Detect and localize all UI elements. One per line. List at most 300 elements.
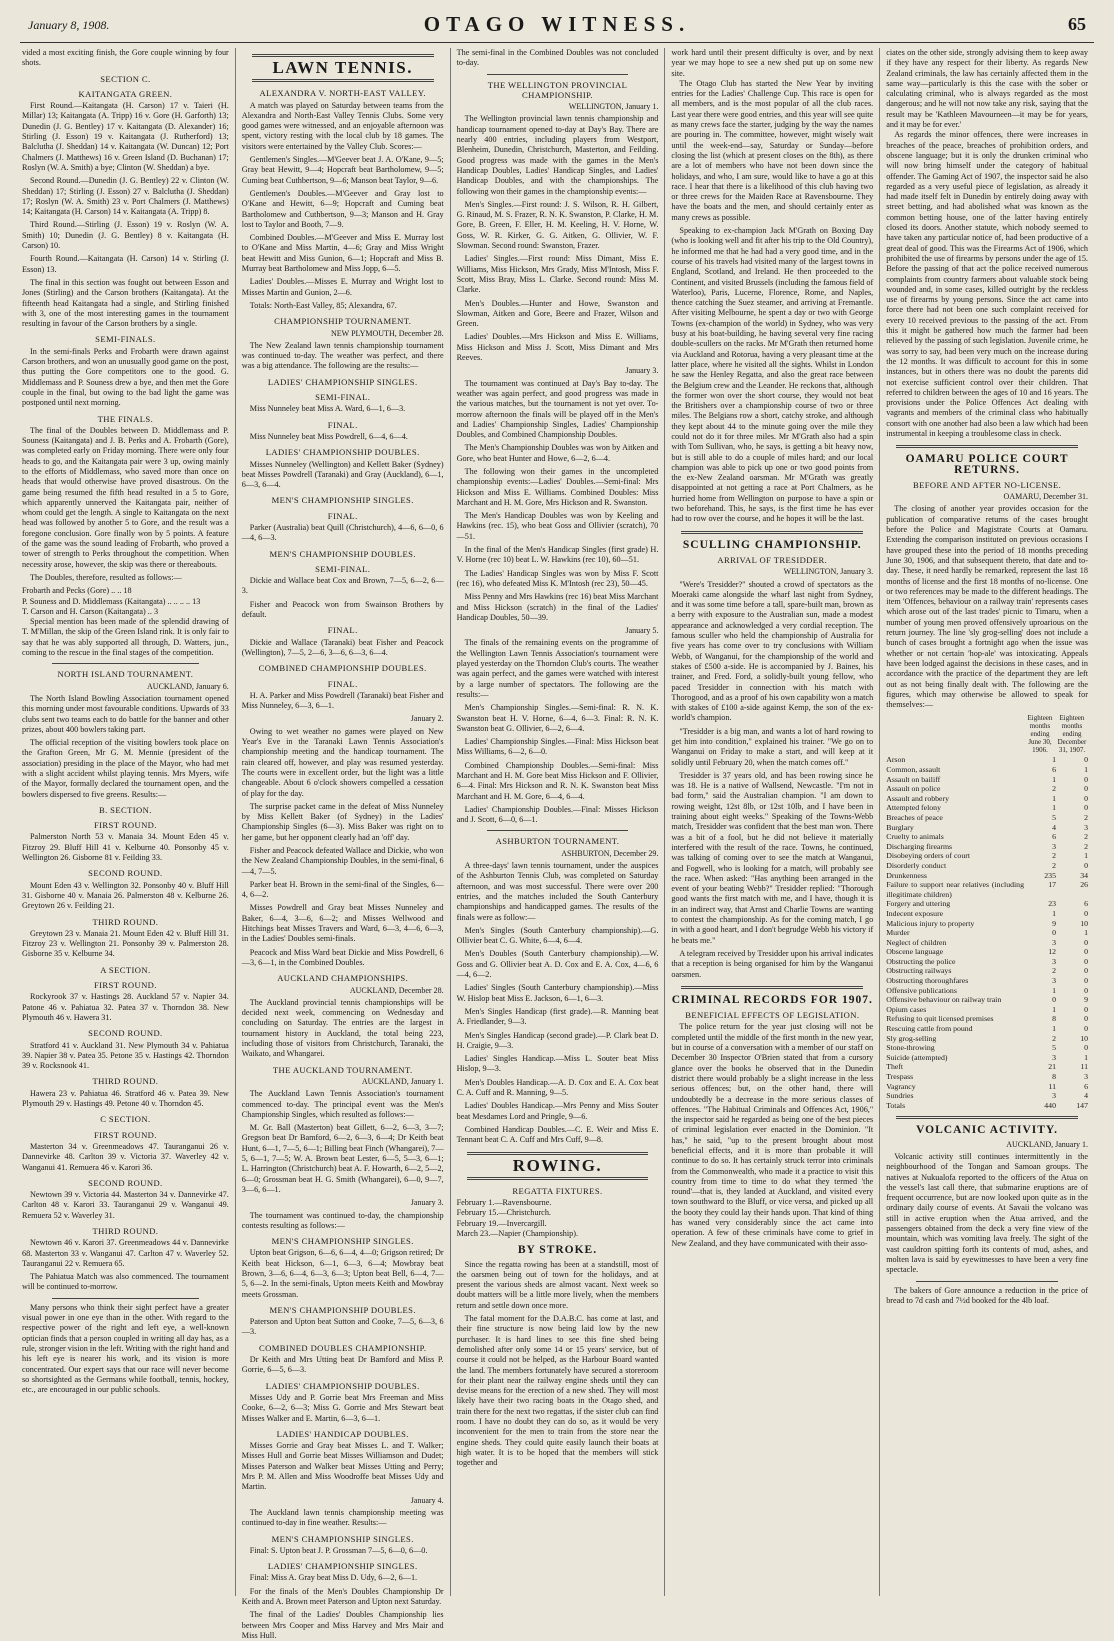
before-count: 2 xyxy=(1052,784,1056,794)
round-heading: FINAL. xyxy=(327,625,358,636)
divider xyxy=(52,1298,199,1299)
round-heading: FINAL. xyxy=(327,510,358,521)
offence-cell: Failure to support near relatives (including illegitimate children) xyxy=(886,880,1024,899)
before-count: 5 xyxy=(1052,1043,1056,1053)
paragraph: Men's Singles (South Canterbury championship).—G. Ollivier beat C. G. White, 6—4, 6—4. xyxy=(456,925,659,946)
table-row xyxy=(886,755,1088,765)
masthead xyxy=(20,8,1094,43)
article-heading: THE WELLINGTON PROVINCIAL CHAMPIONSHIP. xyxy=(487,79,628,100)
paragraph: Stratford 41 v. Auckland 31. New Plymouth 34 v. Pahiatua 39. Napier 38 v. Patea 35. Petone 35 v. Hastings 42. Thorndon 39 v. Rocksnook 41. xyxy=(22,1040,229,1071)
after-count: 0 xyxy=(1084,784,1088,794)
subheading: MEN'S CHAMPIONSHIP SINGLES. xyxy=(271,1236,414,1247)
paragraph: The Men's Championship Doubles was won by Aitken and Gore, who beat Hunter and Howe, 6—2, 6—4. xyxy=(456,443,659,463)
table-row xyxy=(886,794,1088,804)
after-count: 0 xyxy=(1084,1004,1088,1014)
paragraph: In the semi-finals Perks and Frobarth were drawn against Carson brothers, and won an unusually good game on the post, thus putting the Gore competitors one to the good. G. Middlemass and P. Souness drew a bye, and then met the Gore couple in the final, but owing to the bad light the game was postponed until next morning. xyxy=(22,346,229,408)
section-title: LAWN TENNIS. xyxy=(272,58,413,77)
round-heading: FINAL. xyxy=(327,678,358,689)
offence-cell: Burglary xyxy=(886,822,914,832)
paragraph: The tournament was continued to-day, the championship contests resulting as follows:— xyxy=(241,1210,444,1230)
paragraph: Masterton 34 v. Greenmeadows 47. Tauranganui 26 v. Dannevirke 48. Carlton 39 v. Victoria 37. Waverley 42 v. Wanganui 41. Remuera 46 v. Karori 36. xyxy=(22,1141,229,1172)
subheading: LADIES' CHAMPIONSHIP DOUBLES. xyxy=(265,1380,420,1391)
offence-cell: Obstructing thoroughfares xyxy=(886,976,969,986)
subheading: COMBINED CHAMPIONSHIP DOUBLES. xyxy=(258,663,427,674)
offence-cell: Malicious injury to property xyxy=(886,918,975,928)
dateline: AUCKLAND, January 1. xyxy=(1006,1139,1088,1149)
totals-after: 147 xyxy=(1076,1100,1088,1110)
paragraph: The bakers of Gore announce a reduction in the price of bread to 7d cash and 7½d booked for the 4lb loaf. xyxy=(886,1285,1088,1305)
paragraph: First Round.—Kaitangata (H. Carson) 17 v. Taieri (H. Millar) 13; Kaitangata (A. Tripp) 16 v. Gore (H. Garforth) 13; Dunedin (J. G. Bentley) 17 v. Kaitangata (D. Alexander) 16; Stirling (J. Esson) 19 v. Kaitangata (J. Rutherford) 13; Balclutha (J. Sheddan) 14 v. Kaitangata (W. Duncan) 12; Port Chalmers (J. Matthews) 16 v. Green Island (D. Buchanan) 17; Roslyn (W. A. Smith) a bye; Clinton (W. Sheddan) a bye. xyxy=(22,101,229,172)
before-count: 1 xyxy=(1052,793,1056,803)
before-count: 23 xyxy=(1048,899,1056,909)
paragraph: Ladies' Championship Singles.—Final: Miss Hickson beat Miss Williams, 6—2, 6—0. xyxy=(456,737,659,757)
paragraph: Owing to wet weather no games were played on New Year's Eve in the Taranaki Lawn Tennis Association's championship meeting and the handicap tournament. The rain cleared off, however, and play was resumed yesterday. The courts were in excellent order, but the light was a little changeable. About 6 o'clock showers compelled a cessation of play for the day. xyxy=(241,726,444,798)
dateline: January 3. xyxy=(410,1198,444,1208)
paragraph: Final: Miss A. Gray beat Miss D. Udy, 6—2, 6—1. xyxy=(249,1573,418,1583)
table-row xyxy=(886,851,1088,861)
after-count: 0 xyxy=(1084,937,1088,947)
paragraph: Parker (Australia) beat Quill (Christchurch), 4—6, 6—0, 6—4, 6—3. xyxy=(241,522,444,543)
totals-row xyxy=(886,1101,1088,1111)
dateline: AUCKLAND, January 6. xyxy=(147,681,229,691)
paragraph: Fourth Round.—Kaitangata (H. Carson) 14 v. Stirling (J. Esson) 13. xyxy=(22,254,229,274)
subheading: LADIES' CHAMPIONSHIP SINGLES. xyxy=(267,1561,418,1572)
table-row xyxy=(886,938,1088,948)
offence-cell: Offensive behaviour on railway train xyxy=(886,995,1002,1005)
paragraph: Misses Nunneley (Wellington) and Kellett Baker (Sydney) beat Misses Powdrell (Taranaki) and Gray (Auckland), 6—1, 6—3, 6—4. xyxy=(241,459,444,490)
after-count: 0 xyxy=(1084,755,1088,765)
after-count: 11 xyxy=(1080,1062,1088,1072)
paragraph: Combined Handicap Doubles.—C. E. Weir and Miss E. Tennant beat C. A. Cuff and Mrs Cuff, 9—8. xyxy=(456,1124,659,1145)
before-count: 3 xyxy=(1052,841,1056,851)
double-rule xyxy=(896,445,1078,448)
after-count: 0 xyxy=(1084,908,1088,918)
paragraph: Tresidder is 37 years old, and has been rowing since he was 18. He is a native of Wallsend, Newcastle. "I'm not in bad form," said the Australian champion. "I am down to rowing weight, 12st 8lb, or 12st 10lb, and I have been in training about eight weeks." Speaking of the Towns-Webb match, Tresidder was confident that the best man won. There was a bit of a fool, but he did not believe it materially interfered with the result of the race. Towns, he continued, was talking of coming over to see the match at Wanganui, and Fogwell, who is looking for a match, will probably see the race. When asked: "Has anything been arranged in the event of your beating Webb?" Tresidder replied: "Thorough good wants the first match with me, and I have, though it is in an indirect way, that Arnst and Charlie Towns are wanting to contest the championship. As for the coming match, I go in with a good heart, and I don't begrudge Webb his victory if he beats me." xyxy=(671,770,874,945)
before-count: 1 xyxy=(1052,774,1056,784)
before-count: 2 xyxy=(1052,966,1056,976)
offence-cell: Assault and robbery xyxy=(886,793,949,803)
table-row xyxy=(886,1034,1088,1044)
round-heading: THIRD ROUND. xyxy=(92,1225,159,1236)
subheading: MEN'S CHAMPIONSHIP DOUBLES. xyxy=(269,1304,416,1315)
paragraph: As regards the minor offences, there were increases in breaches of the peace, breaches of prohibition orders, and obscene language; but it is only the drunken criminal who will now bring himself under the category of habitual offender. The Gaming Act of 1907, the inspector said he also regarded as a very useful piece of legislation, as already it had made itself felt in Dunedin by entirely doing away with street betting, and had abolished what was known as the common betting house, one of the latter having entirely closed its doors. Another statute, which nobody seemed to have taken any particular notice of, had been productive of a great deal of good. This was the Firearms Act of 1906, which prohibited the use of firearms by persons under the age of 15. Before the passing of that act the police received numerous complaints from country farmers about valuable stock being wounded and, in some cases, killed outright by the reckless use of firearms by young persons. Since the act came into force there had not been one such complaint received for every 10 received previous to the passing of the act. From this it might be gathered how much the farmer had been relieved by the passing of such legislation. Juvenile crime, he was sorry to say, had been very much on the increase during the 12 months. It was difficult to account for this in some instances, but in others there was no doubt the parents did not exercise sufficient control over their children. That referred to children between the ages of 10 and 16 years. The provisions under the Police Offences Act dealing with vagrants and members of the criminal class who habitually consort with one another had also been a law which had been instrumental in keeping a troublesome class in check. xyxy=(886,130,1088,438)
paragraph: Misses Udy and P. Gorrie beat Mrs Freeman and Miss Cooke, 6—2, 6—3; Miss G. Gorrie and Mrs Stewart beat Misses Walker and E. Martin, 6—3, 6—1. xyxy=(241,1392,444,1423)
table-row xyxy=(886,1091,1088,1101)
offence-cell: Discharging firearms xyxy=(886,841,953,851)
paragraph: Dickie and Wallace (Taranaki) beat Fisher and Peacock (Wellington), 7—5, 2—6, 3—6, 6—3, 6—4. xyxy=(241,637,444,657)
table-row xyxy=(886,1024,1088,1034)
subheading: C SECTION. xyxy=(100,1114,151,1125)
before-count: 1 xyxy=(1052,1024,1056,1034)
paragraph: Newtown 39 v. Victoria 44. Masterton 34 v. Dannevirke 47. Carlton 48 v. Karori 33. Tauranganui 29 v. Wanganui 49. Remuera 52 v. Waverley 31. xyxy=(22,1190,229,1220)
before-count: 9 xyxy=(1052,918,1056,928)
paragraph: Palmerston North 53 v. Manaia 34. Mount Eden 45 v. Fitzroy 29. Bluff Hill 41 v. Kelburne 40. Ponsonby 45 v. Wellington 26. Gisborne 81 v. Feilding 33. xyxy=(22,832,229,863)
double-rule xyxy=(252,79,434,82)
subheading: MEN'S CHAMPIONSHIP SINGLES. xyxy=(271,495,414,506)
paragraph: In the final of the Men's Handicap Singles (first grade) H. V. Horne (rec 10) beat L. W. Hawkins (rec 10), 60—51. xyxy=(456,545,659,565)
column-3 xyxy=(450,48,665,1596)
round-heading: THIRD ROUND. xyxy=(92,1076,159,1087)
after-count: 3 xyxy=(1084,1072,1088,1081)
paragraph: Volcanic activity still continues intermittently in the neighbourhood of the Tongan and Samoan groups. The natives at Nukualofa reported to the officers of the Atua on the vessel's last call there, that submarine eruptions are of frequent occurrence, but are now looked upon quite as in the ordinary daily course of events. At Savaii the volcano was still in active eruption when the Atua arrived, and the passengers obtained from the deck a very fine view of the mountain, which was vomiting lava freely. The sight of the vast cauldron spitting forth its contents of mud, ashes, and molten lava is said by eyewitnesses to have been a very fine spectacle. xyxy=(886,1151,1088,1275)
table-row xyxy=(886,1082,1088,1092)
subheading: SECTION C. xyxy=(100,73,151,84)
before-count: 3 xyxy=(1052,1091,1056,1101)
offence-cell: Cruelty to animals xyxy=(886,832,944,842)
fixture-line: March 23.—Napier (Championship). xyxy=(456,1228,579,1238)
paragraph: The finals of the remaining events on the programme of the Wellington Lawn Tennis Association's tournament were played yesterday on the Thorndon Club's courts. The weather was again perfect, and the games were watched with interest by a large number of spectators. The following are the results:— xyxy=(456,638,659,699)
offence-cell: Obstructing the police xyxy=(886,956,956,966)
dateline: January 4. xyxy=(410,1495,444,1505)
double-rule xyxy=(252,54,434,57)
subheading: B. SECTION. xyxy=(98,804,152,815)
offence-cell: Disobeying orders of court xyxy=(886,851,970,861)
offence-cell: Neglect of children xyxy=(886,937,947,947)
result-line: Frobarth and Pecks (Gore) .. .. 18 xyxy=(22,586,132,596)
offence-cell: Attempted felony xyxy=(886,803,941,813)
subheading: LADIES' CHAMPIONSHIP DOUBLES. xyxy=(265,447,420,458)
dateline: AUCKLAND, December 28. xyxy=(349,985,444,995)
table-row xyxy=(886,1043,1088,1053)
paragraph: Men's Singles Handicap (first grade).—R. Manning beat A. Friedlander, 9—3. xyxy=(456,1006,659,1027)
table-row xyxy=(886,1053,1088,1063)
after-count: 2 xyxy=(1084,812,1088,822)
table-row xyxy=(886,765,1088,775)
table-row xyxy=(886,909,1088,919)
table-row xyxy=(886,995,1088,1005)
table-row xyxy=(886,813,1088,823)
after-count: 34 xyxy=(1080,870,1088,880)
article-heading: REGATTA FIXTURES. xyxy=(512,1185,603,1196)
paragraph: Many persons who think their sight perfect have a greater visual power in one eye than in the other. With regard to the respective power of the right and left eye, a well-known optician finds that a person coupled in writing all day has, as a rule, stronger vision in the left. Writing with the right hand and his left eye is nearer his work, and its vision is more concentrated. Our expert says that our race will never become so shortsighted as the Germans while football, tennis, hockey, etc., are encouraged in our public schools. xyxy=(22,1302,229,1395)
table-row xyxy=(886,803,1088,813)
paragraph: A match was played on Saturday between teams from the Alexandra and North-East Valley Tennis Clubs. Some very good games were witnessed, and an enjoyable afternoon was spent, victory resting with the local club by 18 games. The visitors were entertained by the Valley Club. Scores:— xyxy=(241,100,444,151)
after-count: 4 xyxy=(1084,1091,1088,1101)
after-count: 26 xyxy=(1080,880,1088,890)
table-row xyxy=(886,928,1088,938)
after-count: 0 xyxy=(1084,966,1088,976)
before-count: 3 xyxy=(1052,976,1056,986)
offence-cell: Trespass xyxy=(886,1072,914,1081)
paragraph: Ladies' Championship Doubles.—Final: Misses Hickson and J. Scott, 6—0, 6—1. xyxy=(456,804,659,825)
paragraph: The North Island Bowling Association tournament opened this morning under most favourable conditions. Upwards of 33 clubs sent two teams each to do battle for the banner and other prizes, about 400 bowlers taking part. xyxy=(22,693,229,734)
paragraph: Final: S. Upton beat J. P. Grossman 7—5, 6—0, 6—0. xyxy=(249,1545,428,1555)
round-heading: FINAL. xyxy=(327,419,358,430)
paragraph: The Auckland provincial tennis championships will be decided next week, commencing on Wednesday and concluding on Saturday. The entries are the largest in tournament history in Auckland, the total being 223, including those of visitors from Christchurch, Taranaki, the Waikato, and Whangarei. xyxy=(241,997,444,1059)
paragraph: H. A. Parker and Miss Powdrell (Taranaki) beat Fisher and Miss Nunneley, 6—3, 6—1. xyxy=(241,690,444,711)
paragraph: Gentlemen's Doubles.—M'Geever and Gray lost to O'Kane and Hewitt, 6—9; Hopcraft and Cuming beat Bartholomew and Cuthbertson, 9—3; Manson and H. Gray lost to Taylor and Booth, 7—9. xyxy=(241,188,444,229)
paragraph: Mount Eden 43 v. Wellington 32. Ponsonby 40 v. Bluff Hill 31. Gisborne 40 v. Manaia 26. Palmerston 48 v. Kelburne 26. Greytown 26 v. Feilding 21. xyxy=(22,880,229,911)
table-header-before: Eighteen months ending June 30, 1906. xyxy=(1027,714,1053,755)
offence-cell: Drunkenness xyxy=(886,870,927,880)
dateline: OAMARU, December 31. xyxy=(1003,492,1088,502)
offence-cell: Assault on bailiff xyxy=(886,774,941,784)
before-count: 3 xyxy=(1052,1052,1056,1062)
round-heading: SECOND ROUND. xyxy=(88,1028,163,1039)
after-count: 0 xyxy=(1084,774,1088,784)
columns xyxy=(20,48,1094,1640)
before-count: 1 xyxy=(1052,755,1056,765)
paragraph: ciates on the other side, strongly advising them to keep away if they have any respect for their liberty. As regards New Zealand criminals, the law has certainly affected them in the same way—particularly is this the case with the sober or calculating criminal, who is always regarded as the most dangerous; and he will not now take any risk, saying that the result may be 'Kathleen Mavourneen—it may be for years, and it may be for ever.' xyxy=(886,48,1088,130)
paragraph: The final in this section was fought out between Esson and Jones (Stirling) and the Carson brothers (Kaitangata). At the fifteenth head Kaitangata had a single, and Stirling finished with 3, one of the most interesting games in the tournament resulting in favour of the Carson brothers by a single. xyxy=(22,277,229,329)
offence-cell: Forgery and uttering xyxy=(886,899,951,909)
paragraph: The final of the Ladies' Doubles Championship lies between Mrs Cooper and Miss Harvey and Mrs Mair and Miss Hull. xyxy=(241,1610,444,1640)
after-count: 0 xyxy=(1084,793,1088,803)
paragraph: The police return for the year just closing will not be completed until the middle of the first month in the new year, but in course of a conversation with a member of our staff on December 30 Inspector O'Brien stated that from a cursory glance over the books he observed that in the Dunedin district there would probably be a slight increase in the less serious offences; but, on the other hand, there will undoubtedly be a decrease in the more serious classes of offences. "The Habitual Criminals and Offences Act, 1906," the inspector said he regarded as being one of the best pieces of criminal legislation ever enacted in the Dominion. "It has," he said, "up to the present brought about most beneficial effects, and it is more than probable it will continue to do so. It has certainly struck terror into criminals from the Commonwealth, who made it a practice to visit this country from time to time to do what they termed 'the round'—that is, they landed at Auckland, and visited every town southward to the Bluff, or vice versa, and picked up all the booty they could lay their hands upon. That kind of thing has waned very considerably since the act came into operation. A few of these criminals have come to grief in New Zealand, and they have communicated with their asso- xyxy=(671,1022,874,1248)
after-count: 6 xyxy=(1084,1081,1088,1091)
dateline: AUCKLAND, January 1. xyxy=(361,1076,444,1086)
paragraph: Men's Doubles.—Hunter and Howe, Swanston and Slowman, Aitken and Gore, Beere and Frazer, Wilson and Green. xyxy=(456,298,659,329)
after-count: 1 xyxy=(1084,765,1088,774)
subheading: SEMI-FINALS. xyxy=(95,334,156,345)
subheading: KAITANGATA GREEN. xyxy=(78,88,173,99)
dateline: January 2. xyxy=(410,714,444,724)
divider xyxy=(487,74,629,75)
paragraph: For the finals of the Men's Doubles Championship Dr Keith and A. Brown meet Paterson and Upton next Saturday. xyxy=(241,1586,444,1606)
section-title: OAMARU POLICE COURT RETURNS. xyxy=(905,453,1069,476)
offence-cell: Rescuing cattle from pound xyxy=(886,1024,973,1034)
paragraph: Special mention has been made of the splendid drawing of T. M'Millan, the skip of the Green Island rink. It is only fair to say that he was ably supported all through, D. Watters, jun., coming to the rescue in the final stages of the competition. xyxy=(22,617,229,658)
table-row xyxy=(886,1014,1088,1024)
column-1 xyxy=(20,48,235,1596)
offence-cell: Obstructing railways xyxy=(886,966,952,976)
offence-cell: Suicide (attempted) xyxy=(886,1052,948,1062)
paragraph: Paterson and Upton beat Sutton and Cooke, 7—5, 6—3, 6—3. xyxy=(241,1317,444,1337)
article-heading: AUCKLAND CHAMPIONSHIPS. xyxy=(277,973,409,984)
table-row xyxy=(886,823,1088,833)
after-count: 10 xyxy=(1080,1033,1088,1043)
round-heading: SEMI-FINAL. xyxy=(315,563,371,574)
after-count: 1 xyxy=(1084,928,1088,938)
paragraph: Misses Gorrie and Gray beat Misses L. and T. Walker; Misses Hull and Gorrie beat Misses Williamson and Dudet; Misses Paterson and Walker beat Misses Utting and Perry; Mrs P. M. Allen and Miss Woodroffe beat Misses Udy and Martin. xyxy=(241,1441,444,1492)
double-rule xyxy=(681,531,863,534)
offence-cell: Offensive publications xyxy=(886,985,957,995)
section-title: SCULLING CHAMPIONSHIP. xyxy=(682,538,862,551)
paragraph: Ladies' Singles.—First round: Miss Dimant, Miss E. Williams, Miss Hickson, Mrs Grady, Miss M'Intosh, Miss F. Scott, Miss Bray, Miss L. Clarke. Second round: Miss M. Clarke. xyxy=(456,254,659,295)
byline: BY STROKE. xyxy=(517,1244,598,1257)
article-heading: THE AUCKLAND TOURNAMENT. xyxy=(272,1064,413,1075)
paragraph: Combined Doubles.—M'Geever and Miss E. Murray lost to O'Kane and Miss Martin, 4—6; Gray and Miss Wright beat Hewitt and Miss Gunion, 6—1; Hopcraft and Miss B. Murray beat Bartholomew and Miss Jopp, 6—5. xyxy=(241,233,444,274)
paragraph: Rockyrook 37 v. Hastings 28. Auckland 57 v. Napier 34. Patone 46 v. Pahiatua 32. Patea 37 v. Thorndon 38. New Plymouth 46 v. Hawera 31. xyxy=(22,992,229,1022)
paragraph: The official reception of the visiting bowlers took place on the Grafton Green, Mr G. M. Mennie (president of the association) presiding in the place of the Mayor, who had met with a slight accident whilst playing tennis. Mrs Myers, wife of the Mayor, formally declared the tournament open, and the bowlers dispersed to five greens. Results:— xyxy=(22,738,229,799)
paragraph: The Doubles, therefore, resulted as follows:— xyxy=(30,572,182,582)
paragraph: vided a most exciting finish, the Gore couple winning by four shots. xyxy=(22,48,229,68)
before-count: 2 xyxy=(1052,851,1056,861)
before-count: 12 xyxy=(1048,947,1056,957)
section-title: VOLCANIC ACTIVITY. xyxy=(916,1124,1059,1137)
table-row xyxy=(886,1072,1088,1082)
paragraph: The Auckland Lawn Tennis Association's tournament commenced to-day. The principal event was the Men's Championship Singles, which resulted as follows:— xyxy=(241,1089,444,1119)
after-count: 3 xyxy=(1084,822,1088,832)
table-row xyxy=(886,832,1088,842)
paragraph: The Ladies' Handicap Singles was won by Miss F. Scott (rec 16), who defeated Miss K. M'Intosh (rec 23), 50—45. xyxy=(456,568,659,588)
article-heading: CHAMPIONSHIP TOURNAMENT. xyxy=(274,316,412,327)
round-heading: FIRST ROUND. xyxy=(93,1129,157,1140)
article-heading: ASHBURTON TOURNAMENT. xyxy=(495,836,620,847)
paragraph: The Otago Club has started the New Year by inviting entries for the Ladies' Challenge Cup. This race is open for all members, and is the most popular of all the club races. Last year there were good entries, and this year will see quite as many crews face the starter, judging by the way the names are pouring in. The committee, however, might wisely wait until the week-end—say, Saturday or Sunday—before closing the list (which at present closes on the 8th), as there are a lot of members who have not been down since the holidays, and who, I am sure, would like to have a go at this race. I hear that there is a likelihood of this club having two or three crews for the Maiden Race at Ravensbourne. They have the boats and the men, and should certainly enter as many crews as possible. xyxy=(671,78,874,222)
after-count: 0 xyxy=(1084,1014,1088,1024)
offence-cell: Sly grog-selling xyxy=(886,1033,937,1043)
table-row xyxy=(886,871,1088,881)
paragraph: Miss Nunneley beat Miss Powdrell, 6—4, 6—4. xyxy=(249,431,408,441)
table-row xyxy=(886,784,1088,794)
paragraph: The Auckland lawn tennis championship meeting was continued to-day in fine weather. Results:— xyxy=(241,1507,444,1528)
fixture-line: February 1.—Ravensbourne. xyxy=(456,1198,552,1208)
paragraph: Ladies' Singles (South Canterbury championship).—Miss W. Hislop beat Miss E. Jackson, 6—1, 6—3. xyxy=(456,983,659,1003)
after-count: 0 xyxy=(1084,985,1088,995)
paragraph: Dr Keith and Mrs Utting beat Dr Bamford and Miss P. Gorrie, 6—5, 6—3. xyxy=(241,1355,444,1375)
before-count: 4 xyxy=(1052,822,1056,832)
paragraph: Misses Powdrell and Gray beat Misses Nunneley and Baker, 6—4, 3—6, 6—2; and Misses Wellwood and Hitchings beat Misses Travers and Ward, 6—3, 4—6, 6—3, in the Ladies' Doubles semi-finals. xyxy=(241,903,444,944)
before-count: 0 xyxy=(1052,995,1056,1005)
table-row xyxy=(886,1062,1088,1072)
table-header-offence xyxy=(886,713,1024,755)
paragraph: Gentlemen's Singles.—M'Geever beat J. A. O'Kane, 9—5; Gray beat Hewitt, 9—4; Hopcraft beat Bartholomew, 9—5; Cuming beat Cuthbertson, 9—6; Manson beat Taylor, 9—6. xyxy=(241,155,444,185)
subheading: LADIES' CHAMPIONSHIP SINGLES. xyxy=(267,376,418,387)
round-heading: THIRD ROUND. xyxy=(92,916,159,927)
before-count: 2 xyxy=(1052,1033,1056,1043)
paragraph: Men's Singles.—First round: J. S. Wilson, R. H. Gilbert, G. Rinaud, M. S. Frazer, R. N. K. Swanston, P. Clarke, H. M. Gore, B. Green, F. Eller, H. M. Keeling, H. V. Horne, W. Goss, W. R. Kirker, G. G. Aitken, G. Ollivier, W. F. Slowman. Second round: Swanston, Frazer. xyxy=(456,199,659,251)
column-5 xyxy=(879,48,1094,1596)
paragraph: Upton beat Grigson, 6—6, 6—4, 4—0; Grigson retired; Dr Keith beat Hickson, 6—1, 6—3, 6—4; Mowbray beat Brown, 3—6, 6—4, 6—3, 6—3; Upton beat Bell, 6—4, 7—5, 6—2. In the semi-finals, Upton meets Keith and Mowbray meets Grossman. xyxy=(241,1248,444,1299)
section-title: ROWING. xyxy=(512,1155,603,1175)
paragraph: Since the regatta rowing has been at a standstill, most of the oarsmen being out of town for the holidays, and at present the various sheds are almost vacant. Next week so doubt matters will be a little more lively, when the members return and settle down once more. xyxy=(456,1259,659,1310)
table-body xyxy=(886,755,1088,1100)
after-count: 0 xyxy=(1084,947,1088,957)
paragraph: Ladies' Doubles.—Mrs Hickson and Miss E. Williams, Miss Hickson and Miss J. Scott, Miss Dimant and Mrs Reeves. xyxy=(456,332,659,363)
subheading: COMBINED DOUBLES CHAMPIONSHIP. xyxy=(258,1342,427,1353)
after-count: 0 xyxy=(1084,976,1088,986)
paragraph: Totals: North-East Valley, 85; Alexandra, 67. xyxy=(249,300,397,310)
table-row xyxy=(886,861,1088,871)
before-count: 6 xyxy=(1052,765,1056,774)
paragraph: Combined Championship Doubles.—Semi-final: Miss Marchant and H. M. Gore beat Miss Hickson and F. Ollivier, 6—4. Final: Mrs Hickson and R. N. K. Swanston beat Miss Marchant and H. M. Gore, 6—4, 6—4. xyxy=(456,760,659,801)
fixture-line: February 19.—Invercargill. xyxy=(456,1218,547,1228)
round-heading: FIRST ROUND. xyxy=(93,980,157,991)
paragraph: Newtown 46 v. Karori 37. Greenmeadows 44 v. Dannevirke 68. Masterton 33 v. Wanganui 47. Carlton 47 v. Waverley 52. Tauranganui 22 v. Remuera 65. xyxy=(22,1238,229,1268)
double-rule xyxy=(681,986,863,989)
column-2 xyxy=(235,48,450,1640)
paragraph: Ladies' Singles Handicap.—Miss L. Souter beat Miss Hislop, 9—3. xyxy=(456,1054,659,1074)
round-heading: SEMI-FINAL. xyxy=(315,392,371,403)
round-heading: FIRST ROUND. xyxy=(93,820,157,831)
article-heading: ALEXANDRA V. NORTH-EAST VALLEY. xyxy=(259,88,426,99)
double-rule xyxy=(467,1152,649,1155)
totals-label: Totals xyxy=(886,1100,906,1110)
paragraph: Greytown 23 v. Manaia 21. Mount Eden 42 v. Bluff Hill 31. Fitzroy 23 v. Wellington 21. Ponsonby 39 v. Palmerston 28. Gisborne 35 v. Kelburne 34. xyxy=(22,928,229,959)
result-line: T. Carson and H. Carson (Kaitangata) .. 3 xyxy=(22,606,159,616)
paragraph: A three-days' lawn tennis tournament, under the auspices of the Ashburton Tennis Club, was completed on Saturday afternoon, and was most successful. There were over 200 entries, and the matches included the South Canterbury championships and handicapped games. The results of the finals were as follow:— xyxy=(456,861,659,922)
table-row xyxy=(886,976,1088,986)
before-count: 11 xyxy=(1048,1081,1056,1091)
paragraph: A telegram received by Tresidder upon his arrival indicates that a reception is being organised for him by the Wanganui oarsmen. xyxy=(671,948,874,979)
table-row xyxy=(886,919,1088,929)
paragraph: Parker beat H. Brown in the semi-final of the Singles, 6—4, 6—2. xyxy=(241,879,444,900)
offence-cell: Assault on police xyxy=(886,784,941,794)
paragraph: work hard until their present difficulty is over, and by next year we may hope to see a new shed put up on some new site. xyxy=(671,48,874,78)
table-row xyxy=(886,842,1088,852)
dateline: January 5. xyxy=(625,626,659,636)
table-row xyxy=(886,775,1088,785)
before-count: 8 xyxy=(1052,1014,1056,1024)
paragraph: Men's Singles Handicap (second grade).—P. Clark beat D. H. Craigie, 9—3. xyxy=(456,1030,659,1050)
paragraph: The following won their games in the uncompleted championship events:—Ladies' Doubles.—Semi-final: Mrs Hickson and Miss E. Williams. Combined Doubles: Miss Marchant and H. M. Gore, Mrs Hickson and R. Swanston. xyxy=(456,466,659,507)
paragraph: The final of the Doubles between D. Middlemass and P. Souness (Kaitangata) and J. B. Perks and A. Frobarth (Gore), was completed early on Friday morning. There were only four heads to go, and the Kaitangata pair were 3 up, owing mainly to the efforts of Middlemass, who saved more than once on heads that would otherwise have proved disastrous. On the game being resumed the fifth head resulted in a 5 to Gore, which apparently unnerved the Kaitangata pair, neither of whom could get the length. A single to Kaitangata on the next head was followed by another 5 to Gore, and the result was a foregone conclusion. Gore finally won by 5 points. A feature of the game was the sound leading of Frobarth, who proved a tower of strength to Perks throughout the competition. When necessity arose, however, the skip was there or thereabouts. xyxy=(22,425,229,569)
page-number: 65 xyxy=(1068,14,1086,34)
before-count: 3 xyxy=(1052,956,1056,966)
after-count: 0 xyxy=(1084,1024,1088,1034)
article-heading: BEFORE AND AFTER NO-LICENSE. xyxy=(912,479,1062,490)
before-count: 2 xyxy=(1052,860,1056,870)
paragraph: Ladies' Doubles.—Misses E. Murray and Wright lost to Misses Martin and Gunion, 2—6. xyxy=(241,277,444,297)
dateline: WELLINGTON, January 1. xyxy=(568,102,659,112)
paragraph: Men's Doubles Handicap.—A. D. Cox and E. A. Cox beat C. A. Cuff and R. Manning, 9—5. xyxy=(456,1077,659,1098)
paper-title: OTAGO WITNESS. xyxy=(423,12,691,36)
before-count: 3 xyxy=(1052,937,1056,947)
offence-cell: Theft xyxy=(886,1062,904,1072)
offence-cell: Breaches of peace xyxy=(886,812,943,822)
after-count: 1 xyxy=(1084,1052,1088,1062)
paragraph: Men's Championship Singles.—Semi-final: R. N. K. Swanston beat H. V. Horne, 6—4, 6—3. Final: R. N. K. Swanston beat G. Ollivier, 6—2, 6—4. xyxy=(456,703,659,733)
article-heading: BENEFICIAL EFFECTS OF LEGISLATION. xyxy=(685,1010,860,1021)
after-count: 0 xyxy=(1084,1043,1088,1053)
after-count: 2 xyxy=(1084,832,1088,842)
paragraph: Miss Nunneley beat Miss A. Ward, 6—1, 6—3. xyxy=(249,404,406,414)
paragraph: "Were's Tresidder?" shouted a crowd of spectators as the Moeraki came alongside the wharf last night from Sydney, and it was some time before a tall, spare-built man, brown as a berry with exposure to the Australian sun, made a modest appearance and acknowledged a very cordial reception. The famous sculler who held the championship of Australia for five years has come over to try conclusions with William Webb, of Wanganui, for the championship of the world and stakes of £500 a-side. He is accompanied by J. Baines, his trainer, and Fred. Ford, a solidly-built young fellow, who paced Tresidder in connection with his match with Thorogood, and as a proof of his own capability won a match with stakes of £100 a-side against Kemp, the son of the ex-world's champion. xyxy=(671,579,874,723)
article-heading: NORTH ISLAND TOURNAMENT. xyxy=(57,669,194,680)
table-row xyxy=(886,880,1088,899)
offence-cell: Opium cases xyxy=(886,1004,927,1014)
paragraph: The closing of another year provides occasion for the publication of comparative returns of the cases brought before the Police and Magistrate Courts at Oamaru. Extending the comparison instituted on previous occasions I have grouped these into the period of 18 months preceding June 30, 1906, and that subsequent thereto, that date and to-day. These, it need hardly be remarked, represent the last 18 months of license and the first 18 months of no-license. One or two references may be made to the different headings. The item 'Offences, behaviour on a railway train' represents cases which arose out of the last trades' picnic to Timaru, when a number of young men proved offensively uproarious on the return journey. The line 'sly grog-selling' does not include a bunch of cases brought a fortnight ago when the issue was whether or not certain 'hop-ale' was intoxicating. Appeals have been lodged against the decisions in these cases, and in accordance with the practice of the department they are left out as not being finally dealt with. The following are the figures, which may otherwise be allowed to speak for themselves:— xyxy=(886,504,1088,710)
after-count: 2 xyxy=(1084,841,1088,851)
paragraph: "Tresidder is a big man, and wants a lot of hard rowing to get him into condition," explained his trainer. "We go on to Wanganui on Friday to make a start, and will keep at it solidly until February 20, when the match comes off." xyxy=(671,726,874,767)
paragraph: Speaking to ex-champion Jack M'Grath on Boxing Day (who is looking well and fit after his trip to the Old Country), he informed me that he had had a very good time, and in the course of his travels had visited many of the largest towns in England, Scotland, and Ireland. He then proceeded to the Continent, and visited Brussels (including the famous field of Waterloo), Paris, Lucerne, Florence, Rome, and Naples, thence catching the Suez steamer, and arriving at Fremantle. After visiting Melbourne, he spent a day or two with George Towns (ex-champion of the world) in Sydney, who was very busy at his boat-building, he having several very fine racing double-scullers on the racks. Mr M'Grath then returned home via Auckland and Rotorua, having a very pleasant time at the latter place, where he visited all the sights. Whilst in London he saw the Henley Regatta, and also the great race between the Belgium crew and the Leander. He reckons that, although the former won over the short course, they would not beat the Britishers over a championship course of two or three miles. The Belgians row a short, catchy stroke, and although they kept about 44 to the minute going over the mile they could not do it for three miles. Mr M'Grath also had a spin with Tom Sullivan, who, he says, is getting a bit heavy now, but is still able to do a couple of miles hard; and our local champion was able to pick up one or two good points from the ex-New Zealand oarsman. Mr M'Grath was greatly disappointed at not getting a race at Port Chalmers, as he hurried home from Wellington on purpose to have a spin or two beforehand. This, he says, is the first time he has ever had to row over the course, and he hopes it will be the last. xyxy=(671,226,874,524)
before-count: 235 xyxy=(1044,870,1056,880)
table-row xyxy=(886,966,1088,976)
fixture-line: February 15.—Christchurch. xyxy=(456,1208,551,1218)
offence-cell: Arson xyxy=(886,755,906,765)
result-line: P. Souness and D. Middlemass (Kaitangata) .. .. .. .. 13 xyxy=(22,596,201,606)
dateline: NEW PLYMOUTH, December 28. xyxy=(331,328,444,338)
paragraph: Dickie and Wallace beat Cox and Brown, 7—5, 6—2, 6—3. xyxy=(241,576,444,596)
paragraph: M. Gr. Ball (Masterton) beat Gillett, 6—2, 6—3, 3—7; Gregson beat Dr Bamford, 6—2, 6—3, 6—4; Dr Keith beat Hunt, 6—1, 7—5, 6—1; Billing beat Finch (Whangarei), 7—5, 6—1, 7—5; W. A. Brown beat Lester, 6—5, 5—3, 6—1; L. Harrington (Christchurch) beat A. F. Howarth, 6—2, 5—2, 6—0; Grossman beat H. G. Smith (Whangarei), 6—0, 9—7, 3—6, 6—1. xyxy=(241,1123,444,1194)
offence-cell: Stone-throwing xyxy=(886,1043,935,1053)
subheading: A SECTION. xyxy=(100,964,151,975)
paragraph: Second Round.—Dunedin (J. G. Bentley) 22 v. Clinton (W. Sheddan) 17; Stirling (J. Esson) 27 v. Balclutha (J. Sheddan) 17; Roslyn (W. A. Smith) 23 v. Port Chalmers (J. Matthews) 14; Kaitangata (H. Carson) 14 v. Kaitangata (A. Tripp) 8. xyxy=(22,176,229,217)
paragraph: The Men's Handicap Doubles was won by Keeling and Hawkins (rec. 15), who beat Goss and Ollivier (scratch), 70—51. xyxy=(456,511,659,541)
offence-cell: Obscene language xyxy=(886,947,944,957)
subheading: THE FINALS. xyxy=(97,413,154,424)
double-rule xyxy=(467,1177,649,1180)
dateline: January 3. xyxy=(625,366,659,376)
before-count: 1 xyxy=(1052,1004,1056,1014)
offence-cell: Sundries xyxy=(886,1091,914,1101)
round-heading: SECOND ROUND. xyxy=(88,868,163,879)
paragraph: Miss Penny and Mrs Hawkins (rec 16) beat Miss Marchant and Miss Hickson (scratch) in the final of the Ladies' Handicap Doubles, 50—39. xyxy=(456,592,659,622)
offence-cell: Refusing to quit licensed premises xyxy=(886,1014,994,1024)
article-heading: ARRIVAL OF TRESIDDER. xyxy=(717,554,828,565)
paragraph: The surprise packet came in the defeat of Miss Nunneley by Miss Kellett Baker (of Sydney) in the Ladies' Championship Singles (6—3). Miss Baker was right on to her game, but her opponent clearly had an 'off' day. xyxy=(241,801,444,842)
dateline: WELLINGTON, January 3. xyxy=(783,567,874,577)
subheading: LADIES' HANDICAP DOUBLES. xyxy=(276,1428,409,1439)
issue-date: January 8, 1908. xyxy=(28,18,110,32)
paragraph: Fisher and Peacock defeated Wallace and Dickie, who won the New Zealand Championship Doubles, in the semi-final, 6—4, 7—5. xyxy=(241,846,444,876)
paragraph: Men's Doubles (South Canterbury championship).—W. Goss and G. Ollivier beat A. D. Cox and E. A. Cox, 4—6, 6—4, 6—2. xyxy=(456,949,659,980)
paragraph: Hawera 23 v. Pahiatua 46. Stratford 46 v. Patea 39. New Plymouth 29 v. Hastings 49. Petone 40 v. Thorndon 45. xyxy=(22,1088,229,1109)
section-title: CRIMINAL RECORDS FOR 1907. xyxy=(671,993,873,1006)
dateline: ASHBURTON, December 29. xyxy=(561,848,659,858)
paragraph: The fatal moment for the D.A.B.C. has come at last, and their fine structure is now being laid low by the new purchaser. It is hard lines to see this fine shed being demolished after only some 14 or 15 years' service, but of course it could not be helped, as the Harbour Board wanted the land. The members fortunately have secured a storeroom for their plant near the railway engine sheds until they can devise means for the erection of a new shed. They will most likely have their two racing boats in the Otago shed, and train there for the next two regattas, if the sister club can find room. I have no doubt they can do so, as it would be very inconvenient for the men to train from the store near the engine sheds. They could quite easily launch their boats at high water. It is to be hoped that the members will stick together and xyxy=(456,1314,659,1468)
